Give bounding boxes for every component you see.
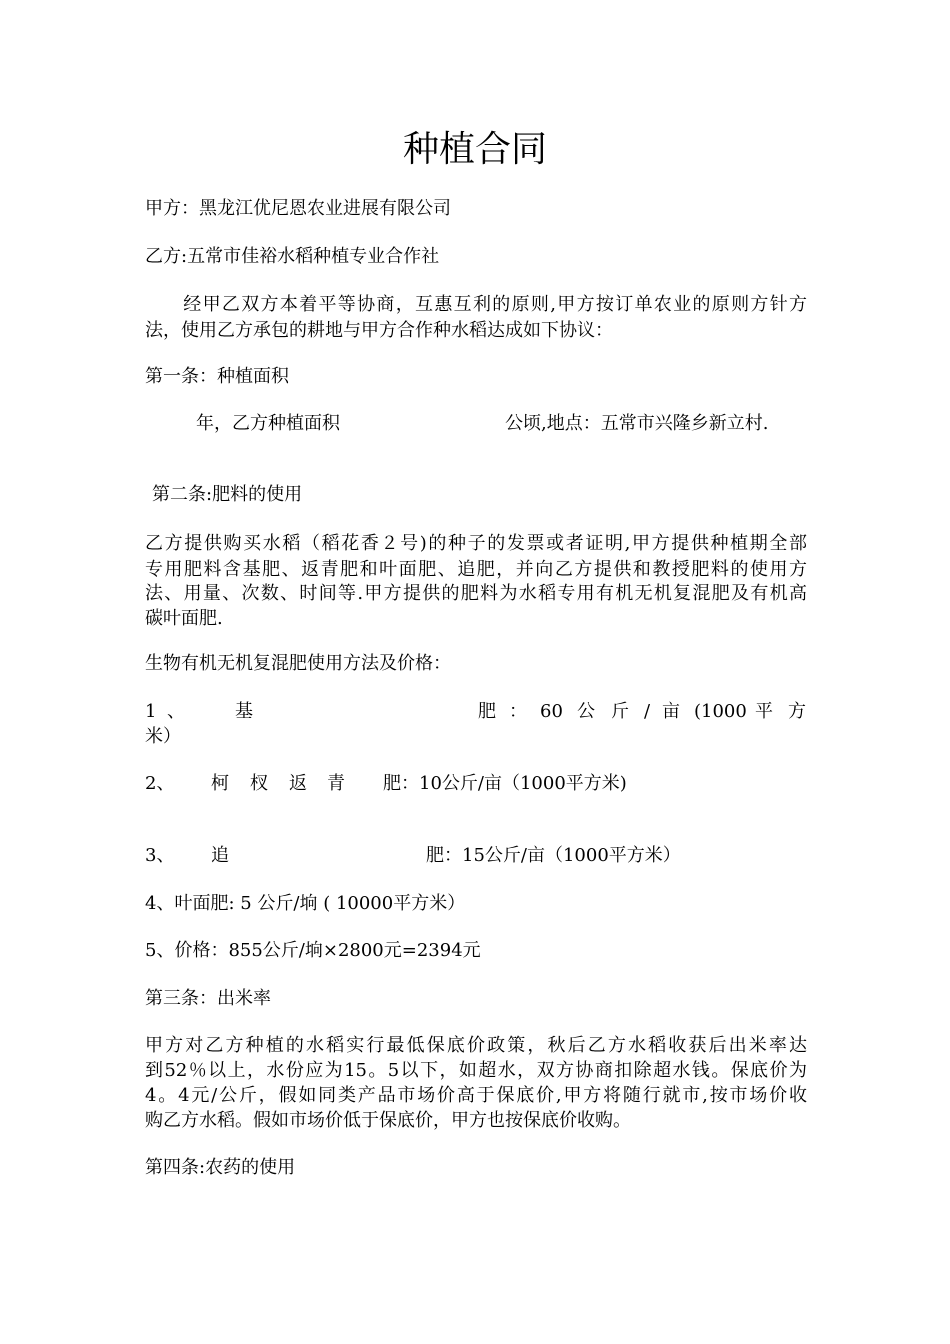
article-1-location: 公顷,地点：五常市兴隆乡新立村. xyxy=(505,413,769,434)
party-b: 乙方:五常市佳裕水稻种植专业合作社 xyxy=(145,246,440,267)
article-1-heading: 第一条：种植面积 xyxy=(145,366,289,387)
article-2-body-line-2: 专用肥料含基肥、返青肥和叶面肥、追肥，并向乙方提供和教授肥料的使用方 xyxy=(145,559,807,580)
document-title: 种植合同 xyxy=(402,129,547,170)
article-3-body-line-4: 购乙方水稻。假如市场价低于保底价，甲方也按保底价收购。 xyxy=(145,1110,631,1131)
article-4-heading: 第四条:农药的使用 xyxy=(145,1157,296,1178)
article-3-heading: 第三条：出米率 xyxy=(145,988,271,1009)
article-2-body-line-1: 乙方提供购买水稻（稻花香２号)的种子的发票或者证明,甲方提供种植期全部 xyxy=(145,533,807,554)
fertilizer-item-1-wrap: 米） xyxy=(145,726,181,747)
document-page: 种植合同 甲方：黑龙江优尼恩农业进展有限公司 乙方:五常市佳裕水稻种植专业合作社 经甲乙双方本着平等协商，互惠互利的原则,甲方按订单农业的原则方针方 法，使用乙方承包的耕地与甲方合作种水稻达成如下协议： 第一条：种植面积 年，乙方种植面积 公顷,地点：五常市兴隆乡新立村. 第二条:肥料的使用 乙方提供购买水稻（稻花香２号)的种子的发票或者证明,甲方提供种植期全部 专用肥料含基肥、返青肥和叶面肥、追肥，并向乙方提供和教授肥料的使用方 法、用量、次数、时间等.甲方提供的肥料为水稻专用有机无机复混肥及有机高 碳叶面肥. 生物有机无机复混肥使用方法及价格： 1 、 基 肥 ： 60 公 斤 / 亩 (1000 平 方 米） 2、 柯 杈 返 青 肥：10公斤/亩（1000平方米) 3、 追 肥：15公斤/亩（1000平方米） 4、叶面肥: 5 公斤/垧 ( 10000平方米） 5、价格：855公斤/垧×2800元=2394元 第三条：出米率 甲方对乙方种植的水稻实行最低保底价政策，秋后乙方水稻收获后出米率达 到52％以上，水份应为15。5以下，如超水，双方协商扣除超水钱。保底价为 4。4元/公斤，假如同类产品市场价高于保底价,甲方将随行就市,按市场价收 购乙方水稻。假如市场价低于保底价，甲方也按保底价收购。 第四条:农药的使用 xyxy=(0,0,950,1344)
article-3-body-line-2: 到52％以上，水份应为15。5以下，如超水，双方协商扣除超水钱。保底价为 xyxy=(145,1060,807,1081)
fertilizer-heading: 生物有机无机复混肥使用方法及价格： xyxy=(145,653,451,674)
article-1-year-area: 年，乙方种植面积 xyxy=(196,413,340,434)
article-3-body-line-3: 4。4元/公斤，假如同类产品市场价高于保底价,甲方将随行就市,按市场价收 xyxy=(145,1085,807,1106)
article-3-body-line-1: 甲方对乙方种植的水稻实行最低保底价政策，秋后乙方水稻收获后出米率达 xyxy=(145,1035,807,1056)
article-2-body-line-4: 碳叶面肥. xyxy=(145,608,223,629)
intro-line-1: 经甲乙双方本着平等协商，互惠互利的原则,甲方按订单农业的原则方针方 xyxy=(182,294,807,315)
party-a: 甲方：黑龙江优尼恩农业进展有限公司 xyxy=(145,198,451,219)
intro-line-2: 法，使用乙方承包的耕地与甲方合作种水稻达成如下协议： xyxy=(145,320,613,341)
fertilizer-item-4: 4、叶面肥: 5 公斤/垧 ( 10000平方米） xyxy=(145,893,466,914)
article-2-heading: 第二条:肥料的使用 xyxy=(152,484,303,505)
article-2-body-line-3: 法、用量、次数、时间等.甲方提供的肥料为水稻专用有机无机复混肥及有机高 xyxy=(145,583,807,604)
fertilizer-item-5: 5、价格：855公斤/垧×2800元=2394元 xyxy=(145,940,481,961)
